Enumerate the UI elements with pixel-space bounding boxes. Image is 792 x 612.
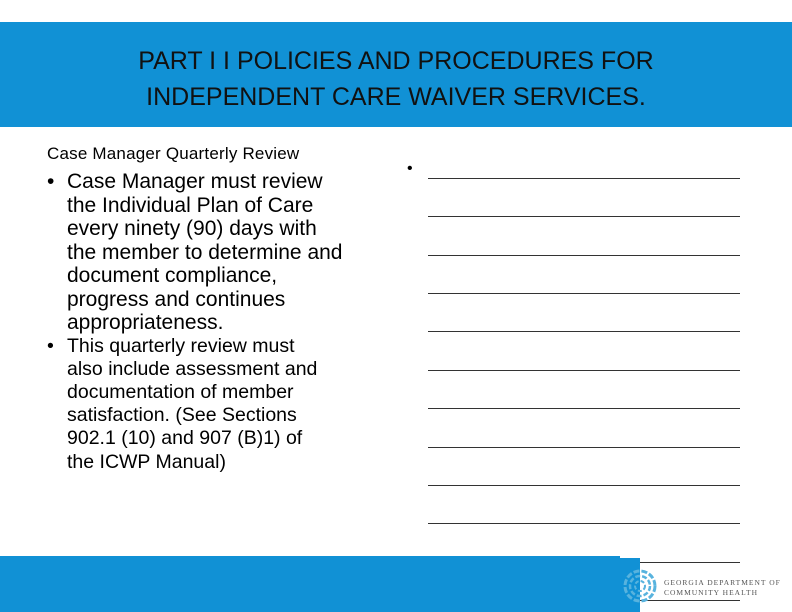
blank-line <box>428 408 740 409</box>
title-line-2: INDEPENDENT CARE WAIVER SERVICES. <box>146 83 646 111</box>
bullet-line: the ICWP Manual) <box>67 450 226 473</box>
bullet-line: the member to determine and <box>67 240 343 264</box>
bullet-line: Case Manager must review <box>67 170 323 193</box>
blank-line <box>428 255 740 256</box>
bullet-line: documentation of member <box>67 380 294 403</box>
title-line-1: PART I I POLICIES AND PROCEDURES FOR <box>138 47 654 75</box>
bullet-line: 902.1 (10) and 907 (B)1) of <box>67 427 303 450</box>
blank-line <box>428 485 740 486</box>
bullet-line: the Individual Plan of Care <box>67 193 314 217</box>
bullet-marker: • <box>47 170 55 193</box>
footer-divider <box>620 556 640 558</box>
dch-logo-icon <box>623 569 657 603</box>
blank-line <box>428 293 740 294</box>
blank-line <box>428 447 740 448</box>
bullet-line: document compliance, <box>67 264 278 287</box>
blank-line <box>428 370 740 371</box>
bullet-line: also include assessment and <box>67 357 318 380</box>
bullet-line: appropriateness. <box>67 311 224 334</box>
bullet-line: satisfaction. (See Sections <box>67 404 297 427</box>
bullet-list <box>47 170 387 474</box>
blank-line <box>428 331 740 332</box>
bullet-line: every ninety (90) days with <box>67 217 317 240</box>
footer-bar <box>0 556 640 612</box>
dch-logo-text <box>664 578 781 598</box>
blank-bullet-marker: • <box>407 160 413 177</box>
blank-lines-area <box>428 0 740 612</box>
bullet-item <box>47 335 387 474</box>
blank-line <box>428 178 740 179</box>
blank-line <box>428 523 740 524</box>
section-subtitle: Case Manager Quarterly Review <box>47 144 300 163</box>
blank-line <box>428 216 740 217</box>
logo-line-1: GEORGIA DEPARTMENT OF <box>664 578 781 587</box>
bullet-line: This quarterly review must <box>67 334 295 357</box>
logo-line-2: COMMUNITY HEALTH <box>664 588 758 597</box>
bullet-marker: • <box>47 334 54 357</box>
bullet-line: progress and continues <box>67 287 286 311</box>
bullet-item <box>47 170 387 335</box>
